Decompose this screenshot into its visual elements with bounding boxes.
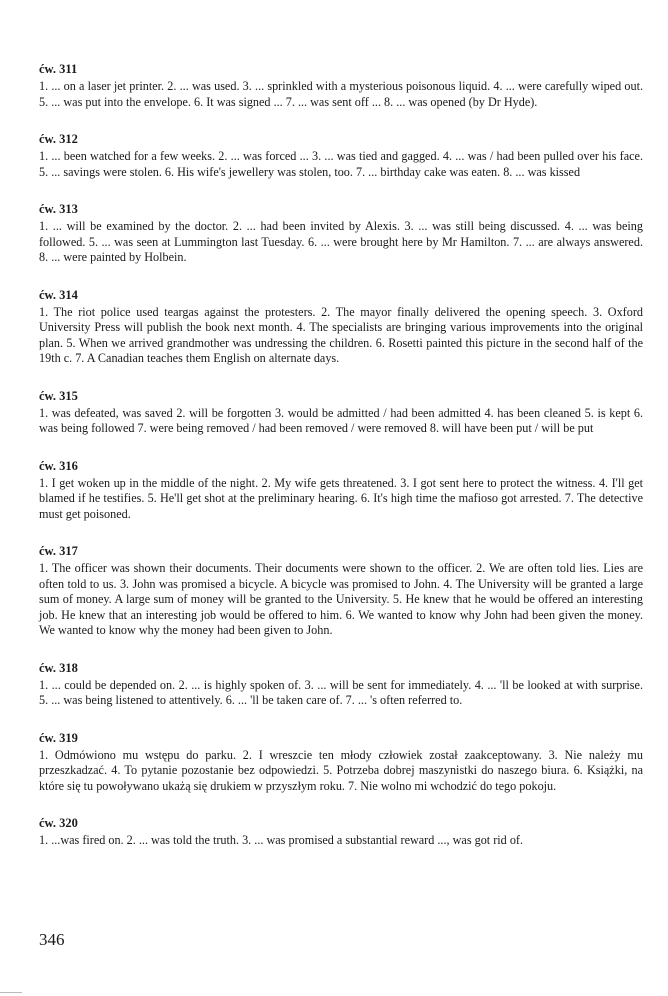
exercise-heading: ćw. 315 <box>39 388 78 403</box>
exercise-heading: ćw. 312 <box>39 132 78 146</box>
exercise-318 <box>39 659 643 709</box>
exercise-315 <box>39 387 643 437</box>
exercise-heading: ćw. 318 <box>39 660 78 675</box>
exercise-answers: 1. ... on a laser jet printer. 2. ... was used. 3. ... sprinkled with a mysterious poisonous liquid. 4. ... were carefully wiped out. 5. ... was put into the envelope. 6. It was signed ... 7. ... was sent off ... 8. ... was opened (by Dr Hyde). <box>39 79 643 109</box>
exercise-answers: 1. ... been watched for a few weeks. 2. ... was forced ... 3. ... was tied and gagged. 4. ... was / had been pulled over his face. 5. ... savings were stolen. 6. His wife's jewellery was stolen, too. 7. ... birthday cake was eaten. 8. ... was kissed <box>39 149 643 179</box>
exercise-heading: ćw. 316 <box>39 458 78 473</box>
exercise-314 <box>39 286 643 367</box>
exercise-answers: 1. ... could be depended on. 2. ... is highly spoken of. 3. ... will be sent for immediately. 4. ... 'll be looked at with surprise. 5. ... was being listened to attentively. 6. ... 'll be taken care of. 7. ... 's often referred to. <box>39 677 643 707</box>
exercise-316 <box>39 457 643 523</box>
exercise-answers: 1. Odmówiono mu wstępu do parku. 2. I wreszcie ten młody człowiek został zaakceptowany. 3. Nie należy mu przeszkadzać. 4. To pytanie pozostanie bez odpowiedzi. 5. Potrzeba dobrej maszynistki do naszego biura. 6. Książki, na które się tu powoływano ukażą się drukiem w przyszłym roku. 7. Nie wolno mi wchodzić do tego pokoju. <box>39 747 643 793</box>
exercise-answers: 1. The officer was shown their documents. Their documents were shown to the officer. 2. We are often told lies. Lies are often told to us. 3. John was promised a bicycle. A bicycle was promised to John. 4. The University will be granted a large sum of money. A large sum of money will be granted to the University. 5. He knew that he would be offered an interesting job. He knew that an interesting job would be offered to him. 6. We wanted to know why John had been given the money. We wanted to know why the money had been given to John. <box>39 561 643 637</box>
exercise-heading: ćw. 311 <box>39 62 78 76</box>
exercise-319 <box>39 729 643 795</box>
exercise-313 <box>39 200 643 266</box>
exercise-answers: 1. The riot police used teargas against the protesters. 2. The mayor finally delivered the opening speech. 3. Oxford University Press will publish the book next month. 4. The specialists are bringing various improvements into the original plan. 5. When we arrived grandmother was undressing the children. 6. Rosetti painted this picture in the second half of the 19th c. 7. A Canadian teaches them English on alternate days. <box>39 304 643 365</box>
exercise-312 <box>39 130 643 180</box>
exercise-answers: 1. I get woken up in the middle of the night. 2. My wife gets threatened. 3. I got sent here to protect the witness. 4. I'll get blamed if he testifies. 5. He'll get shot at the preliminary hearing. 6. It's high time the mafioso got arrested. 7. The detective must get poisoned. <box>39 475 643 521</box>
exercise-heading: ćw. 319 <box>39 730 78 745</box>
exercise-heading: ćw. 320 <box>39 816 78 830</box>
exercise-answers: 1. ... will be examined by the doctor. 2. ... had been invited by Alexis. 3. ... was still being discussed. 4. ... was being followed. 5. ... was seen at Lummington last Tuesday. 6. ... were brought here by Mr Hamilton. 7. ... are always answered. 8. ... were painted by Holbein. <box>39 219 643 264</box>
page-number: 346 <box>39 930 65 949</box>
exercise-311 <box>39 60 643 110</box>
answer-key-page <box>39 60 643 849</box>
exercise-317 <box>39 542 643 639</box>
page-edge-divider <box>0 992 22 993</box>
exercise-heading: ćw. 314 <box>39 287 78 302</box>
exercise-answers: 1. was defeated, was saved 2. will be forgotten 3. would be admitted / had been admitted 4. has been cleaned 5. is kept 6. was being followed 7. were being removed / had been removed / were removed 8. will have been put / will be put <box>39 405 643 435</box>
exercise-answers: 1. ...was fired on. 2. ... was told the truth. 3. ... was promised a substantial reward ..., was got rid of. <box>39 833 524 847</box>
exercise-320 <box>39 814 643 849</box>
exercise-heading: ćw. 313 <box>39 202 78 216</box>
exercise-heading: ćw. 317 <box>39 544 78 558</box>
